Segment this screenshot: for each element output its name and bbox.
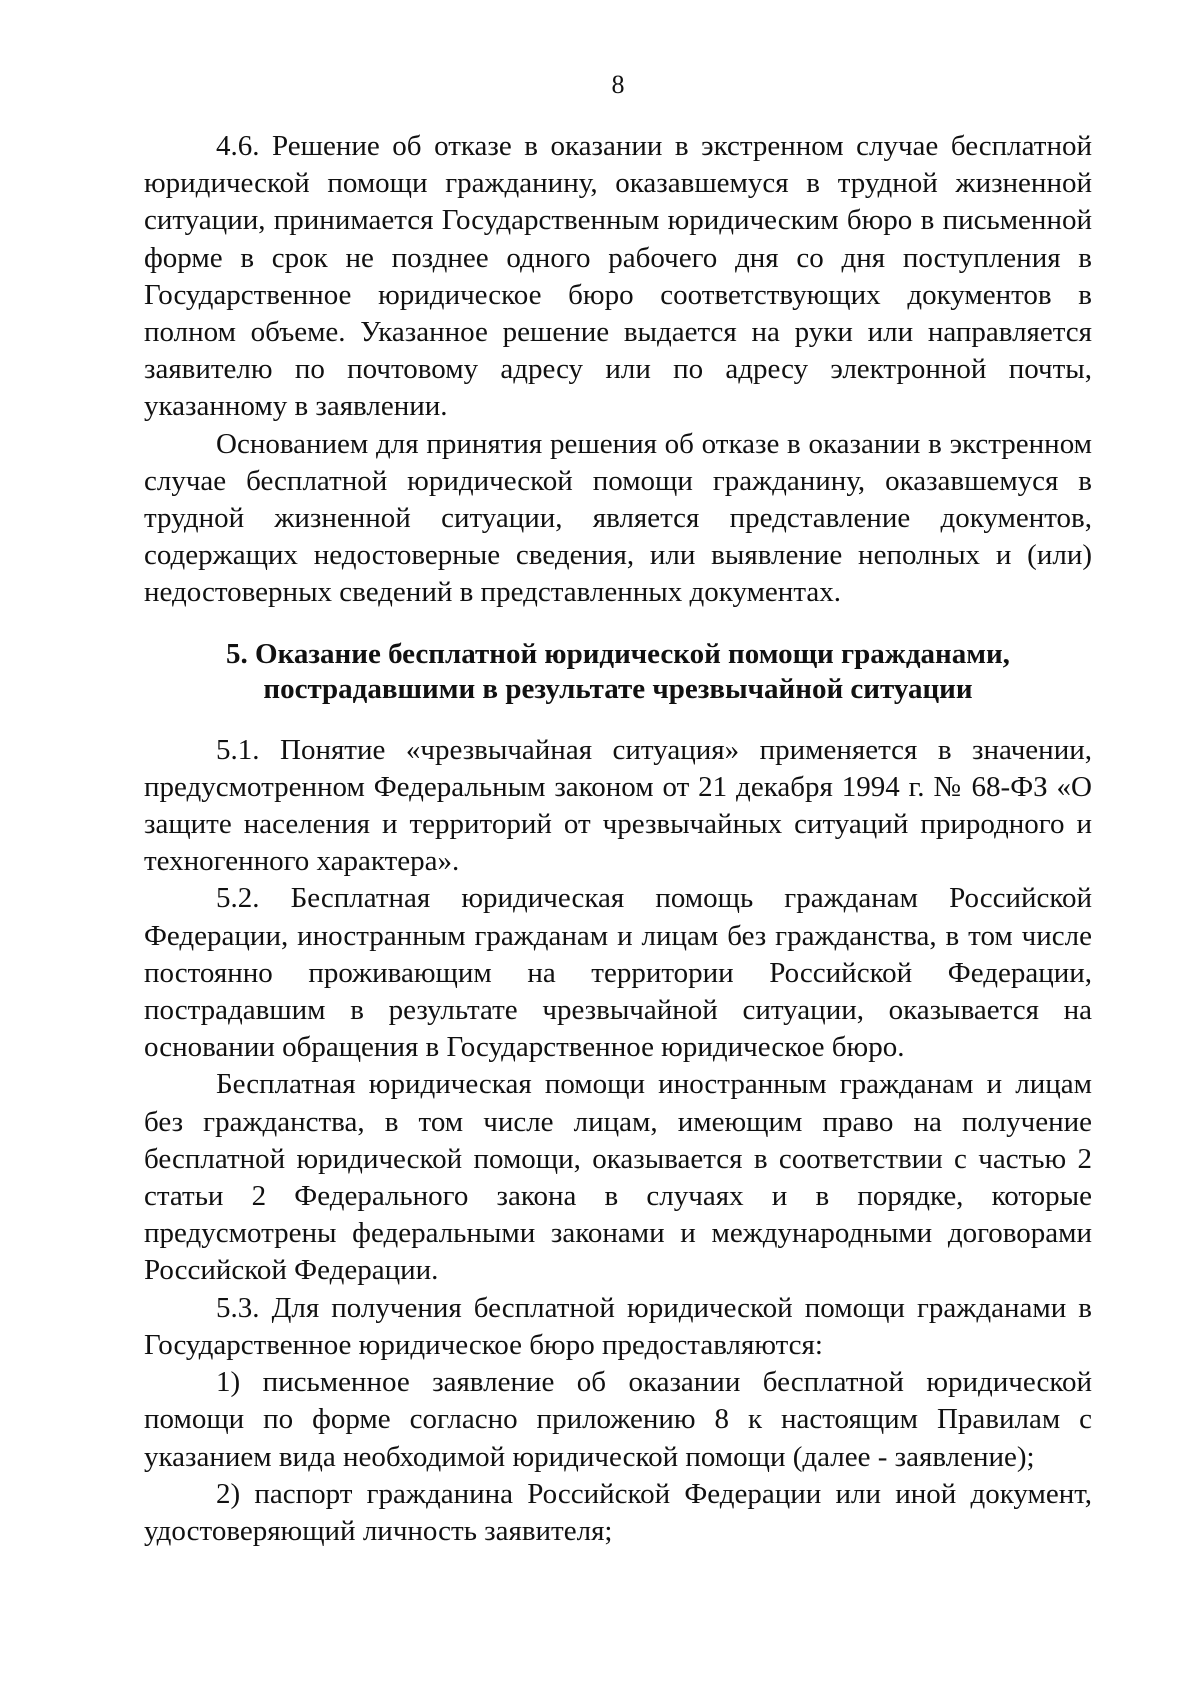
section-title-line-1: 5. Оказание бесплатной юридической помощи гражданами, [226, 637, 1010, 670]
list-item-2: 2) паспорт гражданина Российской Федерации или иной документ, удостоверяющий личность заявителя; [144, 1477, 1092, 1547]
paragraph-5-2: 5.2. Бесплатная юридическая помощь гражданам Российской Федерации, иностранным гражданам и лицам без гражданства, в том числе постоянно проживающим на территории Российской Федерации, пострадавшим в результате чрезвычайной ситуации, оказывается на основании обращения в Государственное юридическое бюро. [144, 882, 1092, 1064]
paragraph-5-1: 5.1. Понятие «чрезвычайная ситуация» применяется в значении, предусмотренном Федеральным законом от 21 декабря 1994 г. № 68-ФЗ «О защите населения и территорий от чрезвычайных ситуаций природного и техногенного характера». [144, 733, 1092, 878]
section-title [144, 637, 1092, 707]
section-title-line-2: пострадавшими в результате чрезвычайной ситуации [263, 672, 973, 705]
paragraph-foreign-citizens: Бесплатная юридическая помощи иностранным гражданам и лицам без гражданства, в том числе лицам, имеющим право на получение бесплатной юридической помощи, оказывается в соответствии с частью 2 статьи 2 Федерального закона в случаях и в порядке, которые предусмотрены федеральными законами и международными договорами Российской Федерации. [144, 1068, 1092, 1287]
paragraph-refusal-grounds: Основанием для принятия решения об отказе в оказании в экстренном случае бесплатной юридической помощи гражданину, оказавшемуся в трудной жизненной ситуации, является представление документов, содержащих недостоверные сведения, или выявление неполных и (или) недостоверных сведений в представленных документах. [144, 427, 1092, 609]
paragraph-5-3: 5.3. Для получения бесплатной юридической помощи гражданами в Государственное юридическое бюро предоставляются: [144, 1291, 1092, 1361]
page-content [144, 66, 1092, 1550]
page-number: 8 [611, 70, 625, 99]
list-item-1: 1) письменное заявление об оказании бесплатной юридической помощи по форме согласно приложению 8 к настоящим Правилам с указанием вида необходимой юридической помощи (далее - заявление); [144, 1366, 1092, 1473]
paragraph-4-6: 4.6. Решение об отказе в оказании в экстренном случае бесплатной юридической помощи гражданину, оказавшемуся в трудной жизненной ситуации, принимается Государственным юридическим бюро в письменной форме в срок не позднее одного рабочего дня со дня поступления в Государственное юридическое бюро соответствующих документов в полном объеме. Указанное решение выдается на руки или направляется заявителю по почтовому адресу или по адресу электронной почты, указанному в заявлении. [144, 130, 1092, 423]
